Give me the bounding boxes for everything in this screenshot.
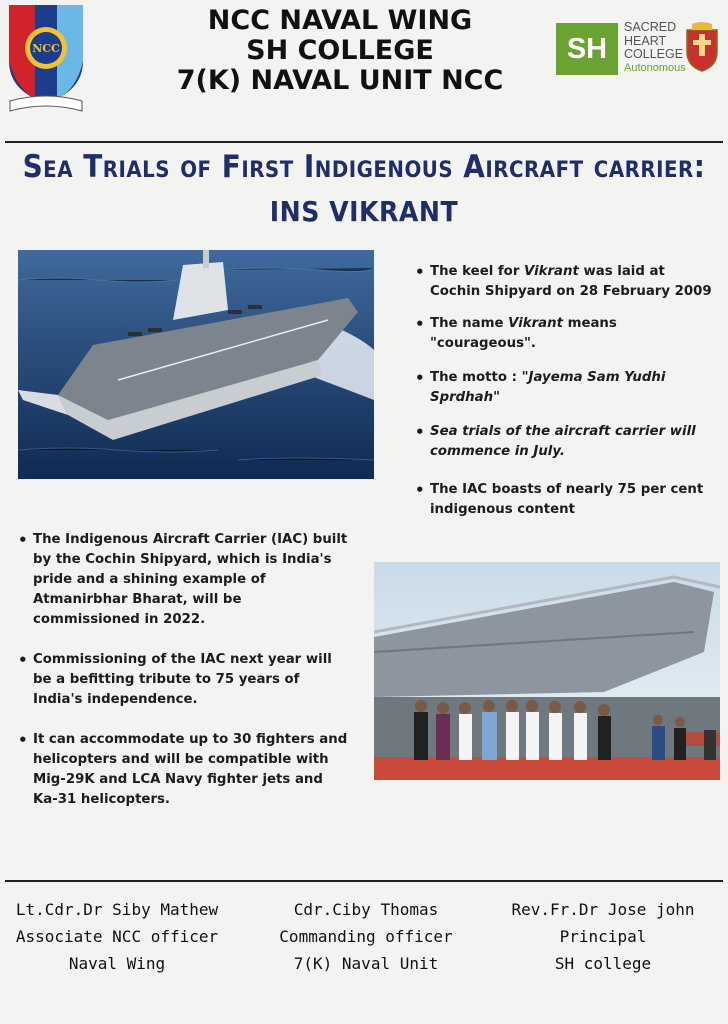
fact-name: • The name Vikrant means "courageous". <box>415 314 715 354</box>
header-title-line1: NCC NAVAL WING <box>207 5 473 36</box>
fact-motto: • The motto : "Jayema Sam Yudhi Sprdhah" <box>415 368 715 408</box>
right-facts <box>415 262 715 520</box>
dignitaries-on-deck-photo <box>374 562 720 780</box>
sh-line2: HEART <box>624 33 667 48</box>
footer-signatory-3 <box>483 896 723 977</box>
signatory-name: Lt.Cdr.Dr Siby Mathew <box>15 900 219 919</box>
carrier-at-sea-photo <box>18 250 374 479</box>
sh-line3: COLLEGE <box>624 47 684 61</box>
header-title-line3: 7(K) NAVAL UNIT NCC <box>176 65 504 96</box>
header-title <box>150 6 530 96</box>
poster-subtitle: INS VIKRANT <box>269 195 459 228</box>
sh-crest-icon <box>684 22 720 72</box>
signatory-name: Cdr.Ciby Thomas <box>293 900 439 919</box>
sh-initials: SH <box>556 23 618 75</box>
signatory-role: Associate NCC officer <box>15 927 219 946</box>
signatory-name: Rev.Fr.Dr Jose john <box>511 900 695 919</box>
ncc-logo-text: NCC <box>32 42 60 55</box>
left-facts <box>18 530 348 810</box>
sh-logo-text <box>624 21 686 75</box>
sh-line4: Autonomous <box>624 61 686 74</box>
header-title-line2: SH COLLEGE <box>246 35 434 66</box>
signatory-role: Principal <box>559 927 647 946</box>
header-divider <box>5 141 723 143</box>
fact-sea-trials: • Sea trials of the aircraft carrier will commence in July. <box>415 422 715 462</box>
signatory-unit: Naval Wing <box>68 954 166 973</box>
sacred-heart-logo <box>556 20 722 78</box>
footer-signatory-1 <box>0 896 237 977</box>
signatory-unit: 7(K) Naval Unit <box>293 954 439 973</box>
poster-title: Sea Trials of First Indigenous Aircraft carrier: <box>22 149 706 185</box>
fact-indigenous: • The IAC boasts of nearly 75 per cent indigenous content <box>415 480 715 520</box>
fact-tribute: • Commissioning of the IAC next year will be a befitting tribute to 75 years of India's independence. <box>18 650 348 710</box>
fact-capacity: • It can accommodate up to 30 fighters and helicopters and will be compatible with Mig-29K and LCA Navy fighter jets and Ka-31 helicopters. <box>18 730 348 810</box>
ncc-crest-logo <box>5 3 87 118</box>
footer-divider <box>5 880 723 882</box>
sh-line1: SACRED <box>624 20 677 34</box>
fact-commission: • The Indigenous Aircraft Carrier (IAC) built by the Cochin Shipyard, which is India's pride and a shining example of Atmanirbhar Bharat, will be commissioned in 2022. <box>18 530 348 630</box>
fact-keel: • The keel for Vikrant was laid at Cochin Shipyard on 28 February 2009 <box>415 262 715 302</box>
signatory-role: Commanding officer <box>279 927 453 946</box>
signatory-unit: SH college <box>554 954 652 973</box>
footer-signatory-2 <box>246 896 486 977</box>
